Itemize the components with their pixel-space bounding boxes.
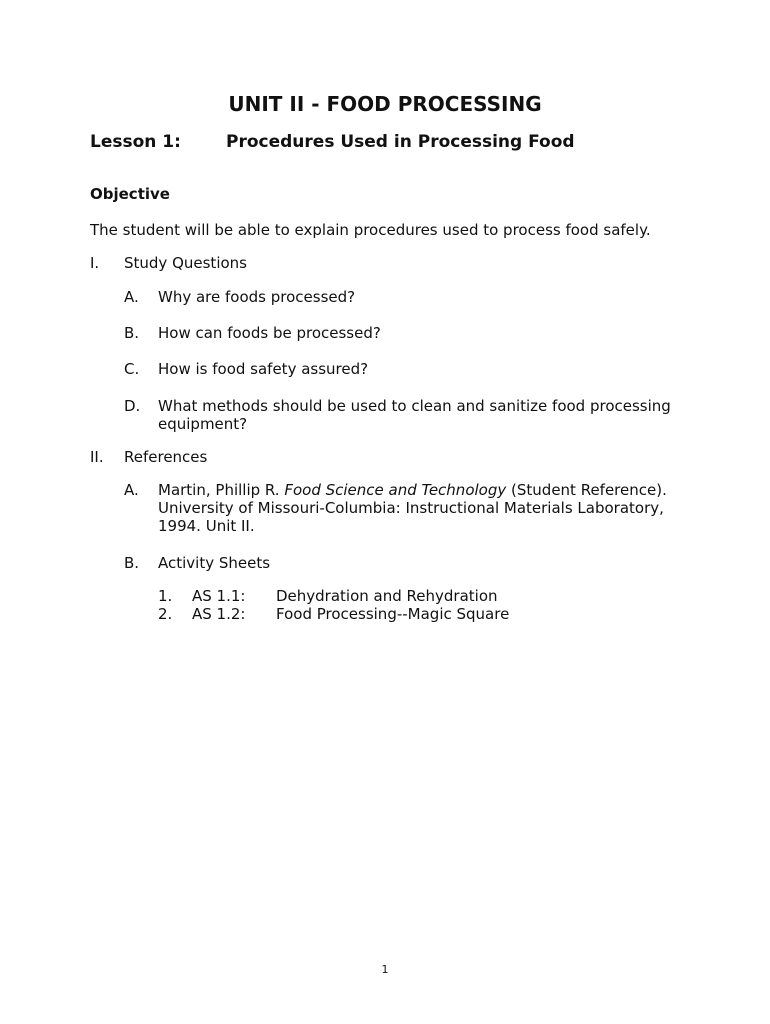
reference-book-title: Food Science and Technology	[284, 481, 507, 499]
question-letter: B.	[124, 324, 140, 342]
question-letter: A.	[124, 288, 139, 306]
activity-number: 1.	[158, 587, 173, 605]
question-text: Why are foods processed?	[158, 288, 356, 306]
question-text: How can foods be processed?	[158, 324, 381, 342]
unit-title: UNIT II - FOOD PROCESSING	[228, 92, 542, 116]
reference-author: Martin, Phillip R.	[158, 481, 280, 499]
lesson-title: Procedures Used in Processing Food	[226, 132, 575, 152]
activity-number: 2.	[158, 605, 173, 623]
activity-sheets-title: Activity Sheets	[158, 554, 271, 572]
activity-code: AS 1.1:	[192, 587, 246, 605]
question-text-continued: equipment?	[158, 415, 248, 433]
lesson-label: Lesson 1:	[90, 132, 181, 152]
objective-text: The student will be able to explain procedures used to process food safely.	[90, 221, 651, 239]
reference-letter: B.	[124, 554, 140, 572]
reference-year: 1994. Unit II.	[158, 517, 255, 535]
reference-letter: A.	[124, 481, 139, 499]
question-text: What methods should be used to clean and sanitize food processing	[158, 397, 671, 415]
page-number: 1	[381, 963, 389, 976]
section-numeral: I.	[90, 254, 100, 272]
section-numeral: II.	[90, 448, 104, 466]
reference-citation-line	[158, 481, 667, 499]
activity-code: AS 1.2:	[192, 605, 246, 623]
reference-book-note: (Student Reference).	[511, 481, 667, 499]
reference-publisher: University of Missouri-Columbia: Instructional Materials Laboratory,	[158, 499, 664, 517]
question-letter: D.	[124, 397, 141, 415]
question-letter: C.	[124, 360, 140, 378]
activity-title: Food Processing--Magic Square	[276, 605, 510, 623]
section-title-references: References	[124, 448, 208, 466]
activity-title: Dehydration and Rehydration	[276, 587, 498, 605]
section-title-study-questions: Study Questions	[124, 254, 247, 272]
question-text: How is food safety assured?	[158, 360, 369, 378]
objective-heading: Objective	[90, 185, 170, 203]
